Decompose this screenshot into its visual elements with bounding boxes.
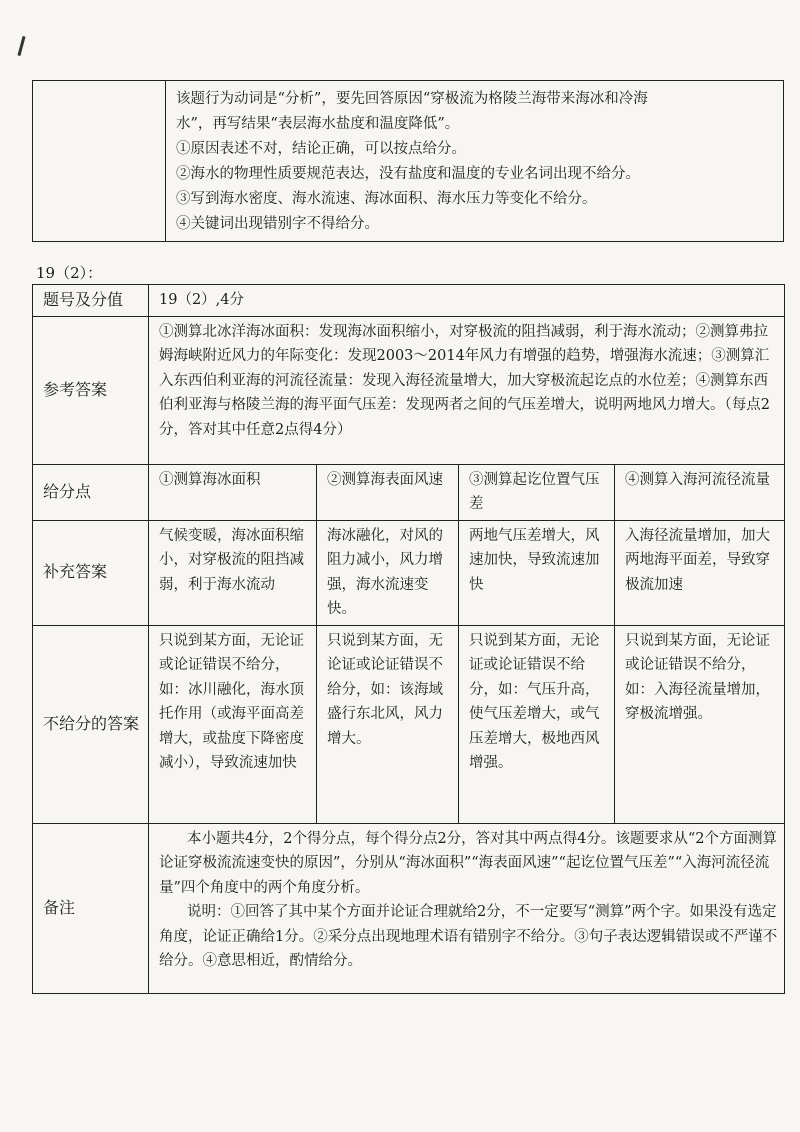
note-line: 该题行为动词是“分析”，要先回答原因“穿极流为格陵兰海带来海冰和冷海 <box>176 91 648 107</box>
note-line: ④关键词出现错别字不得给分。 <box>176 216 379 232</box>
point-1: ①测算海冰面积 <box>149 464 317 520</box>
note-line: 水”，再写结果“表层海水盐度和温度降低”。 <box>176 116 460 132</box>
note-label: 备注 <box>33 823 149 993</box>
no-score-label: 不给分的答案 <box>33 625 149 823</box>
note-content <box>149 823 785 993</box>
header-label: 题号及分值 <box>33 285 149 317</box>
no-score-1: 只说到某方面，无论证或论证错误不给分，如：冰川融化，海水顶托作用（或海平面高差增大，或盐度下降密度减小），导致流速加快 <box>149 625 317 823</box>
note-text-2: 说明：①回答了其中某个方面并论证合理就给2分，不一定要写“测算”两个字。如果没有选定角度，论证正确给1分。②采分点出现地理术语有错别字不给分。③句子表达逻辑错误或不严谨不给分。④意思相近，酌情给分。 <box>159 904 778 969</box>
previous-label-cell <box>33 81 166 242</box>
points-label: 给分点 <box>33 464 149 520</box>
no-score-2: 只说到某方面，无论证或论证错误不给分，如：该海域盛行东北风，风力增大。 <box>317 625 459 823</box>
no-score-4: 只说到某方面，无论证或论证错误不给分，如：入海径流量增加，穿极流增强。 <box>615 625 785 823</box>
reference-answer: ①测算北冰洋海冰面积：发现海冰面积缩小，对穿极流的阻挡减弱，利于海水流动；②测算弗拉姆海峡附近风力的年际变化：发现2003～2014年风力有增强的趋势，增强海水流速；③测算汇入东西伯利亚海的河流径流量：发现入海径流量增大，加大穿极流起讫点的水位差；④测算东西伯利亚海与格陵兰海的海平面气压差：发现两者之间的气压差增大，说明两地风力增大。（每点2分，答对其中任意2点得4分） <box>149 316 785 464</box>
note-text-1: 本小题共4分，2个得分点，每个得分点2分，答对其中两点得4分。该题要求从“2个方面测算论证穿极流流速变快的原因”，分别从“海冰面积”“海表面风速”“起讫位置气压差”“入海河流径流量”四个角度中的两个角度分析。 <box>159 830 778 896</box>
previous-answer-table <box>32 80 784 242</box>
point-2: ②测算海表面风速 <box>317 464 459 520</box>
supplement-3: 两地气压差增大，风速加快，导致流速加快 <box>459 520 615 625</box>
supplement-4: 入海径流量增加，加大两地海平面差，导致穿极流加速 <box>615 520 785 625</box>
note-line: ①原因表述不对，结论正确，可以按点给分。 <box>176 141 466 157</box>
note-paragraph <box>159 827 778 901</box>
supplement-2: 海冰融化，对风的阻力减小，风力增强，海水流速变快。 <box>317 520 459 625</box>
supplement-1: 气候变暖，海冰面积缩小，对穿极流的阻挡减弱，利于海水流动 <box>149 520 317 625</box>
previous-scoring-notes <box>166 81 784 242</box>
note-line: ③写到海水密度、海水流速、海冰面积、海水压力等变化不给分。 <box>176 191 597 207</box>
point-3: ③测算起讫位置气压差 <box>459 464 615 520</box>
question-label: 19（2）： <box>36 264 103 282</box>
supplement-label: 补充答案 <box>33 520 149 625</box>
note-paragraph <box>159 900 778 974</box>
scoring-table <box>32 284 785 994</box>
scan-mark <box>17 36 25 56</box>
no-score-3: 只说到某方面，无论证或论证错误不给分，如：气压升高，使气压差增大，或气压差增大，极地西风增强。 <box>459 625 615 823</box>
reference-label: 参考答案 <box>33 316 149 464</box>
header-value: 19（2）,4分 <box>149 285 785 317</box>
point-4: ④测算入海河流径流量 <box>615 464 785 520</box>
note-line: ②海水的物理性质要规范表达，没有盐度和温度的专业名词出现不给分。 <box>176 166 640 182</box>
